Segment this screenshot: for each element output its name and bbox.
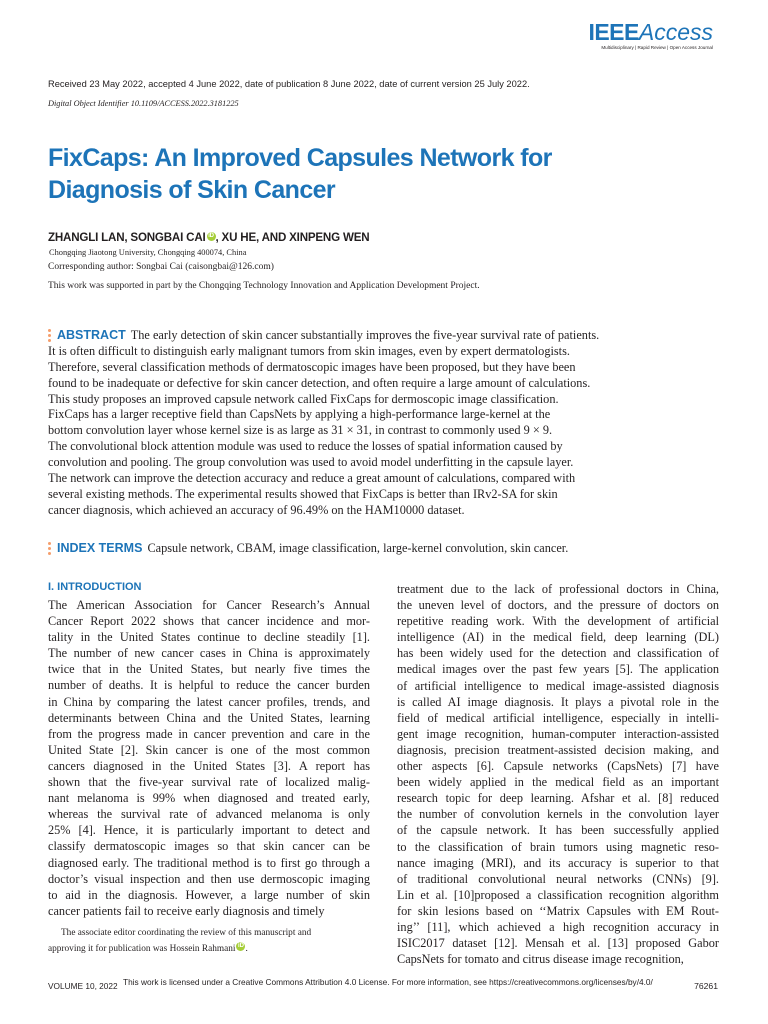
text-line: shown that the five-year survival rate of localized malig-: [48, 775, 370, 790]
orcid-icon[interactable]: iD: [208, 233, 214, 239]
abstract-line: bottom convolution layer whose kernel size is as large as 31 × 31, in contrast to commonly used 9 × 9.: [48, 423, 553, 438]
corresponding-author: Corresponding author: Songbai Cai (caisongbai@126.com): [48, 262, 274, 272]
title-line-1: FixCaps: An Improved Capsules Network for: [48, 144, 552, 172]
index-terms-heading: INDEX TERMS: [57, 541, 143, 555]
text-line: has been widely used for the detection and classification of: [397, 646, 719, 661]
index-terms-text: Capsule network, CBAM, image classification, large-kernel convolution, skin cancer.: [147, 541, 569, 555]
text-line: Lin et al. [10]proposed a classification recognition algorithm: [397, 887, 719, 902]
text-line: nance imaging (MRI), and its accuracy is superior to that: [397, 855, 719, 870]
text-line: whereas the survival rate of advanced melanoma is only: [48, 807, 370, 822]
text-line: for skin lesions based on ‘‘Matrix Capsules with EM Rout-: [397, 903, 719, 918]
logo-tagline: Multidisciplinary | Rapid Review | Open Access Journal: [601, 45, 713, 50]
abstract-line: several existing methods. The experimental results showed that FixCaps is better than IRv2-SA for skin: [48, 486, 558, 501]
right-column: [397, 581, 719, 967]
text-line: twice that in the United States, but nearly five times the: [48, 662, 370, 677]
abstract-first-line: The early detection of skin cancer substantially improves the five-year survival rate of patients.: [130, 328, 600, 342]
text-line: doctor’s visual inspection and then use dermoscopic imaging: [48, 871, 370, 886]
paper-title: [48, 142, 688, 206]
text-line: 25% [4]. Hence, it is particularly important to detect and: [48, 823, 370, 838]
abstract-heading: ABSTRACT: [57, 328, 126, 342]
text-line: in China by comparing the latest cancer profiles, trends, and: [48, 694, 370, 709]
text-line: nant melanoma is 99% when diagnosed and treated early,: [48, 791, 370, 806]
text-line: ing’’ [11], which achieved a high recognition accuracy in: [397, 919, 719, 934]
section-heading: I. INTRODUCTION: [48, 581, 142, 593]
abstract-line: It is often difficult to distinguish early malignant tumors from skin images, even by expert dermatologists.: [48, 343, 570, 358]
text-line: of artificial intelligence to medical image-assisted diagnosis: [397, 678, 719, 693]
abstract-line: This study proposes an improved capsule network called FixCaps for dermoscopic image classification.: [48, 391, 559, 406]
text-line: other aspects [6]. Capsule networks (CapsNets) [7] have: [397, 759, 719, 774]
received-dates: Received 23 May 2022, accepted 4 June 2022, date of publication 8 June 2022, date of current version 25 July 2022.: [48, 79, 530, 89]
abstract-line: cancer diagnosis, which achieved an accuracy of 96.49% on the HAM10000 dataset.: [48, 502, 465, 517]
authors: ZHANGLI LAN, SONGBAI CAI iD , XU HE, AND XINPENG WEN: [48, 231, 370, 244]
affiliation: Chongqing Jiaotong University, Chongqing 400074, China: [49, 248, 247, 257]
text-line: of the capsule network. It has been successfully applied: [397, 823, 719, 838]
text-line: to aid in the diagnosis. However, a large number of skin: [48, 887, 370, 902]
abstract-line: convolution and pooling. The group convolution was used to avoid model underfitting in the capsule layer.: [48, 455, 574, 470]
text-line: gent image recognition, human-computer interaction-assisted: [397, 726, 719, 741]
text-line: United State [2]. Skin cancer is one of the most common: [48, 742, 370, 757]
text-line: ISIC2017 dataset [12]. Mensah et al. [13] proposed Gabor: [397, 936, 719, 951]
text-line: to the classification of brain tumors using magnetic reso-: [397, 839, 719, 854]
text-line: from the progress made in cancer prevention and care in the: [48, 726, 370, 741]
doi: Digital Object Identifier 10.1109/ACCESS.2022.3181225: [48, 99, 239, 108]
text-line: field of medical artificial intelligence, especially in intelli-: [397, 710, 719, 725]
text-line: cancer patients fail to receive early diagnosis and timely: [48, 903, 325, 918]
text-line: repetitive reading work. With the development of artificial: [397, 614, 719, 629]
abstract: [48, 328, 718, 519]
text-line: The American Association for Cancer Research’s Annual: [48, 598, 370, 612]
text-line: the number of convolution kernels in the convolution layer: [397, 807, 719, 822]
text-line: the uneven level of doctors, and the pressure of doctors on: [397, 598, 719, 613]
footer-license[interactable]: This work is licensed under a Creative Commons Attribution 4.0 License. For more information, see https://creativecommons.org/licenses/by/4.0/: [123, 977, 653, 987]
text-line: The number of new cancer cases in China is approximately: [48, 646, 370, 661]
text-line: of traditional convolutional neural networks (CNNs) [9].: [397, 871, 719, 886]
logo-wordmark: IEEEAccess: [588, 19, 713, 45]
footer-volume: VOLUME 10, 2022: [48, 981, 118, 991]
abstract-line: Therefore, several classification methods of dermatoscopic images have been proposed, but they have been: [48, 359, 576, 374]
text-line: been widely applied in the medical field as an important: [397, 775, 719, 790]
abstract-line: The network can improve the detection accuracy and reduce a great amount of calculations, compared with: [48, 471, 576, 486]
abstract-line: The convolutional block attention module was used to reduce the losses of spatial information caused by: [48, 439, 563, 454]
text-line: medical images over the past few years [5]. The application: [397, 662, 719, 677]
journal-logo: [588, 20, 713, 51]
text-line: classify dermatoscopic images so that skin cancer can be: [48, 839, 370, 854]
text-line: tality in the United States continue to decline steadily [1].: [48, 630, 370, 645]
text-line: determinants between China and the United States, learning: [48, 710, 370, 725]
editor-footnote: The associate editor coordinating the review of this manuscript and approving it for publication was Hossein Rahmani iD .: [48, 928, 312, 954]
text-line: number of deaths. It is helpful to reduce the cancer burden: [48, 678, 370, 693]
left-column: [48, 597, 370, 919]
text-line: treatment due to the lack of professional doctors in China,: [397, 582, 719, 596]
abstract-line: FixCaps has a larger receptive field than CapsNets by applying a high-performance large-kernel at the: [48, 407, 551, 422]
orcid-icon[interactable]: iD: [237, 942, 244, 949]
text-line: Cancer Report 2022 shows that cancer incidence and mor-: [48, 614, 370, 629]
text-line: diagnosed early. The traditional method is to first go through a: [48, 855, 370, 870]
text-line: cancers diagnosed in the United States [3]. A report has: [48, 758, 370, 773]
funding-note: This work was supported in part by the Chongqing Technology Innovation and Application Development Project.: [48, 281, 480, 291]
text-line: diagnosis, precision treatment-assisted decision making, and: [397, 742, 719, 757]
text-line: research topic for deep learning. Afshar et al. [8] reduced: [397, 791, 719, 806]
abstract-line: found to be inadequate or defective for skin cancer detection, and often require a large amount of calculations.: [48, 375, 591, 390]
text-line: CapsNets for tomato and citrus disease image recognition,: [397, 952, 684, 967]
index-terms: [48, 541, 568, 556]
page-number: 76261: [694, 981, 718, 991]
text-line: intelligence (AI) in the medical field, deep learning (DL): [397, 630, 719, 645]
title-line-2: Diagnosis of Skin Cancer: [48, 176, 336, 204]
text-line: is called AI image diagnosis. It plays a pivotal role in the: [397, 694, 719, 709]
